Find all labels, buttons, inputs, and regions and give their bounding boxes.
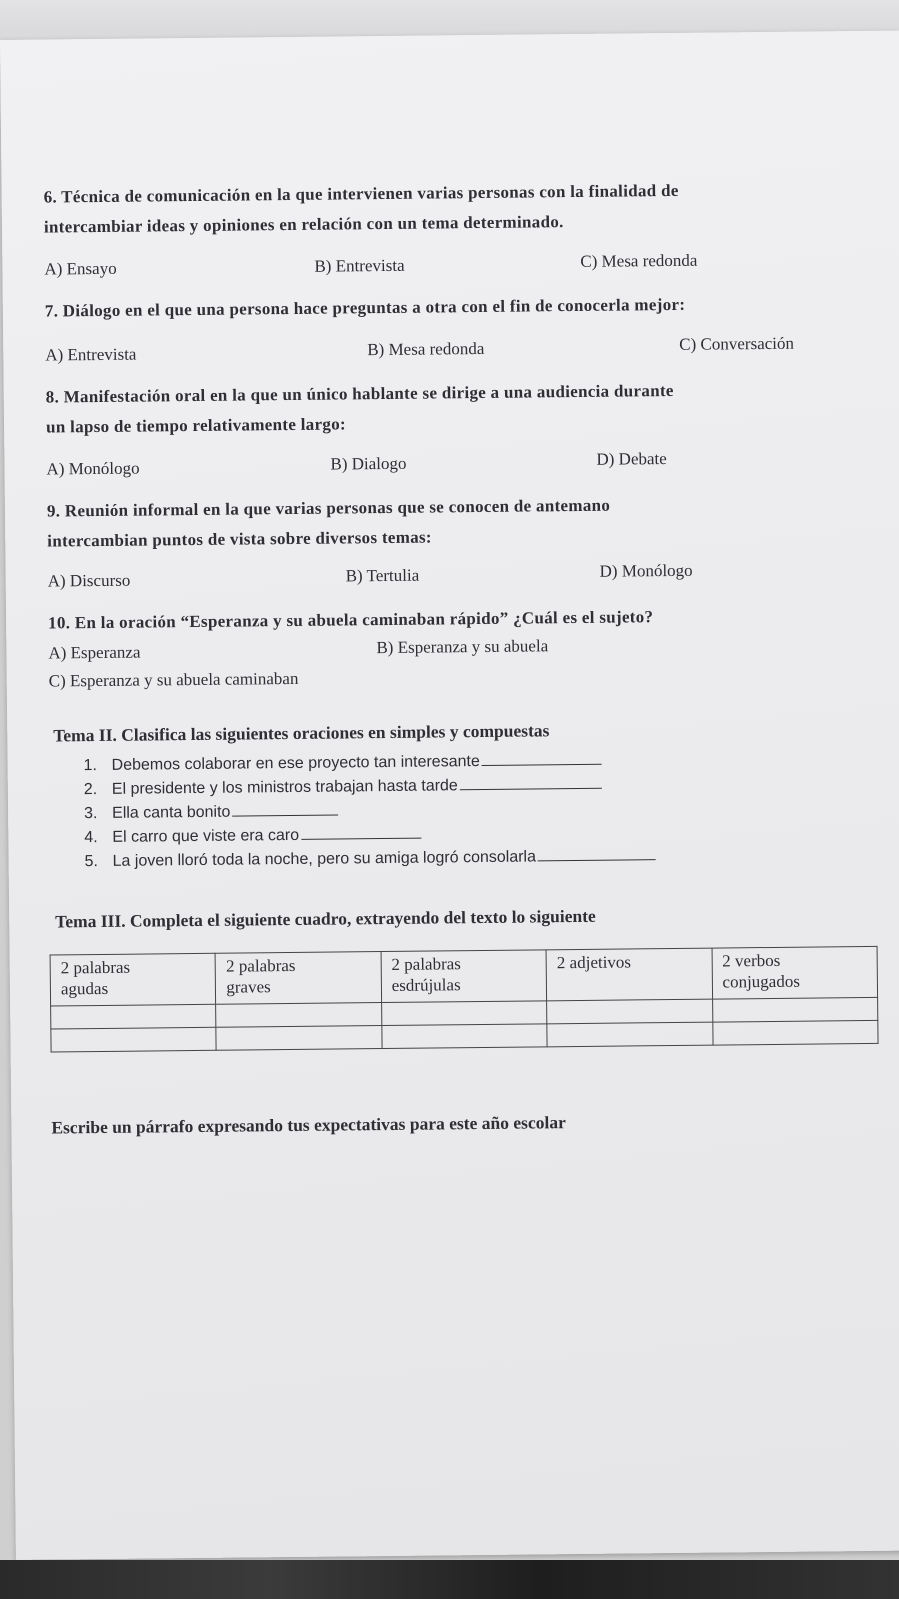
- question-9-option-a: A) Discurso: [47, 570, 131, 591]
- tema-2-item-4: [84, 824, 421, 848]
- table-cell[interactable]: [381, 1001, 547, 1026]
- answer-blank[interactable]: [232, 800, 338, 816]
- header-esdrujulas: 2 palabras esdrújulas: [381, 950, 547, 1003]
- question-9-text: 9. Reunión informal en la que varias personas que se conocen de antemano: [46, 495, 611, 521]
- tema-2-title: Tema II. Clasifica las siguientes oraciones en simples y compuestas: [53, 720, 550, 746]
- tema-3-title: Tema III. Completa el siguiente cuadro, extrayendo del texto lo siguiente: [55, 905, 596, 932]
- word-classification-table: [50, 946, 879, 1053]
- table-cell[interactable]: [547, 999, 713, 1024]
- table-cell[interactable]: [712, 1020, 878, 1045]
- item-number: 4.: [84, 829, 98, 847]
- question-6-text: 6. Técnica de comunicación en la que intervienen varias personas con la finalidad de: [43, 180, 679, 207]
- header-verbos: 2 verbos conjugados: [712, 946, 878, 999]
- item-sentence: El carro que viste era caro: [112, 826, 300, 846]
- question-9-option-d: D) Monólogo: [599, 560, 693, 581]
- answer-blank[interactable]: [538, 845, 656, 861]
- final-writing-prompt: Escribe un párrafo expresando tus expectativas para este año escolar: [51, 1112, 566, 1138]
- question-6-option-c: C) Mesa redonda: [580, 250, 698, 271]
- question-8-text: 8. Manifestación oral en la que un único hablante se dirige a una audiencia durante: [45, 380, 674, 407]
- question-6-text-cont: intercambiar ideas y opiniones en relación con un tema determinado.: [43, 212, 564, 237]
- header-adjetivos: 2 adjetivos: [546, 948, 712, 1001]
- table-cell[interactable]: [382, 1024, 548, 1049]
- header-graves: 2 palabras graves: [215, 952, 381, 1005]
- answer-blank[interactable]: [460, 774, 602, 790]
- table-cell[interactable]: [51, 1027, 217, 1052]
- answer-blank[interactable]: [482, 750, 602, 766]
- question-8-option-a: A) Monólogo: [46, 458, 140, 479]
- table-cell[interactable]: [547, 1022, 713, 1047]
- question-10-option-b: B) Esperanza y su abuela: [376, 636, 549, 658]
- question-7-option-b: B) Mesa redonda: [367, 338, 485, 360]
- tema-2-item-5: [84, 845, 656, 871]
- tema-2-item-3: [84, 800, 339, 823]
- question-8-option-b: B) Dialogo: [330, 453, 407, 474]
- question-9-text-cont: intercambian puntos de vista sobre diversos temas:: [47, 527, 432, 551]
- item-sentence: La joven lloró toda la noche, pero su amiga logró consolarla: [112, 848, 537, 870]
- item-sentence: Debemos colaborar en ese proyecto tan interesante: [111, 753, 480, 774]
- item-number: 2.: [83, 781, 98, 799]
- item-number: 1.: [83, 757, 98, 775]
- table-cell[interactable]: [712, 997, 878, 1022]
- header-agudas: 2 palabras agudas: [50, 953, 216, 1006]
- item-number: 3.: [84, 805, 98, 823]
- question-8-text-cont: un lapso de tiempo relativamente largo:: [45, 414, 347, 437]
- table-cell[interactable]: [216, 1026, 382, 1051]
- question-6-option-b: B) Entrevista: [314, 255, 405, 276]
- table-cell[interactable]: [51, 1004, 217, 1029]
- answer-blank[interactable]: [301, 824, 421, 840]
- worksheet-page: [0, 31, 899, 1560]
- question-7-text: 7. Diálogo en el que una persona hace preguntas a otra con el fin de conocerla mejor:: [44, 294, 686, 321]
- question-6-option-a: A) Ensayo: [44, 258, 117, 279]
- question-10-option-a: A) Esperanza: [48, 642, 141, 663]
- question-7-option-c: C) Conversación: [679, 333, 795, 354]
- item-sentence: El presidente y los ministros trabajan hasta tarde: [111, 777, 458, 798]
- question-7-option-a: A) Entrevista: [45, 344, 137, 365]
- item-number: 5.: [84, 853, 99, 871]
- table-header-row: [50, 946, 877, 1006]
- question-10-option-c: C) Esperanza y su abuela caminaban: [48, 668, 299, 691]
- question-9-option-b: B) Tertulia: [345, 565, 420, 586]
- table-surface-edge: [0, 1560, 899, 1599]
- item-sentence: Ella canta bonito: [112, 803, 231, 822]
- tema-2-item-2: [84, 774, 602, 799]
- tema-2-item-1: [83, 750, 601, 775]
- table-cell[interactable]: [216, 1003, 382, 1028]
- question-8-option-d: D) Debate: [596, 449, 667, 469]
- question-10-text: 10. En la oración “Esperanza y su abuela caminaban rápido” ¿Cuál es el sujeto?: [48, 607, 654, 633]
